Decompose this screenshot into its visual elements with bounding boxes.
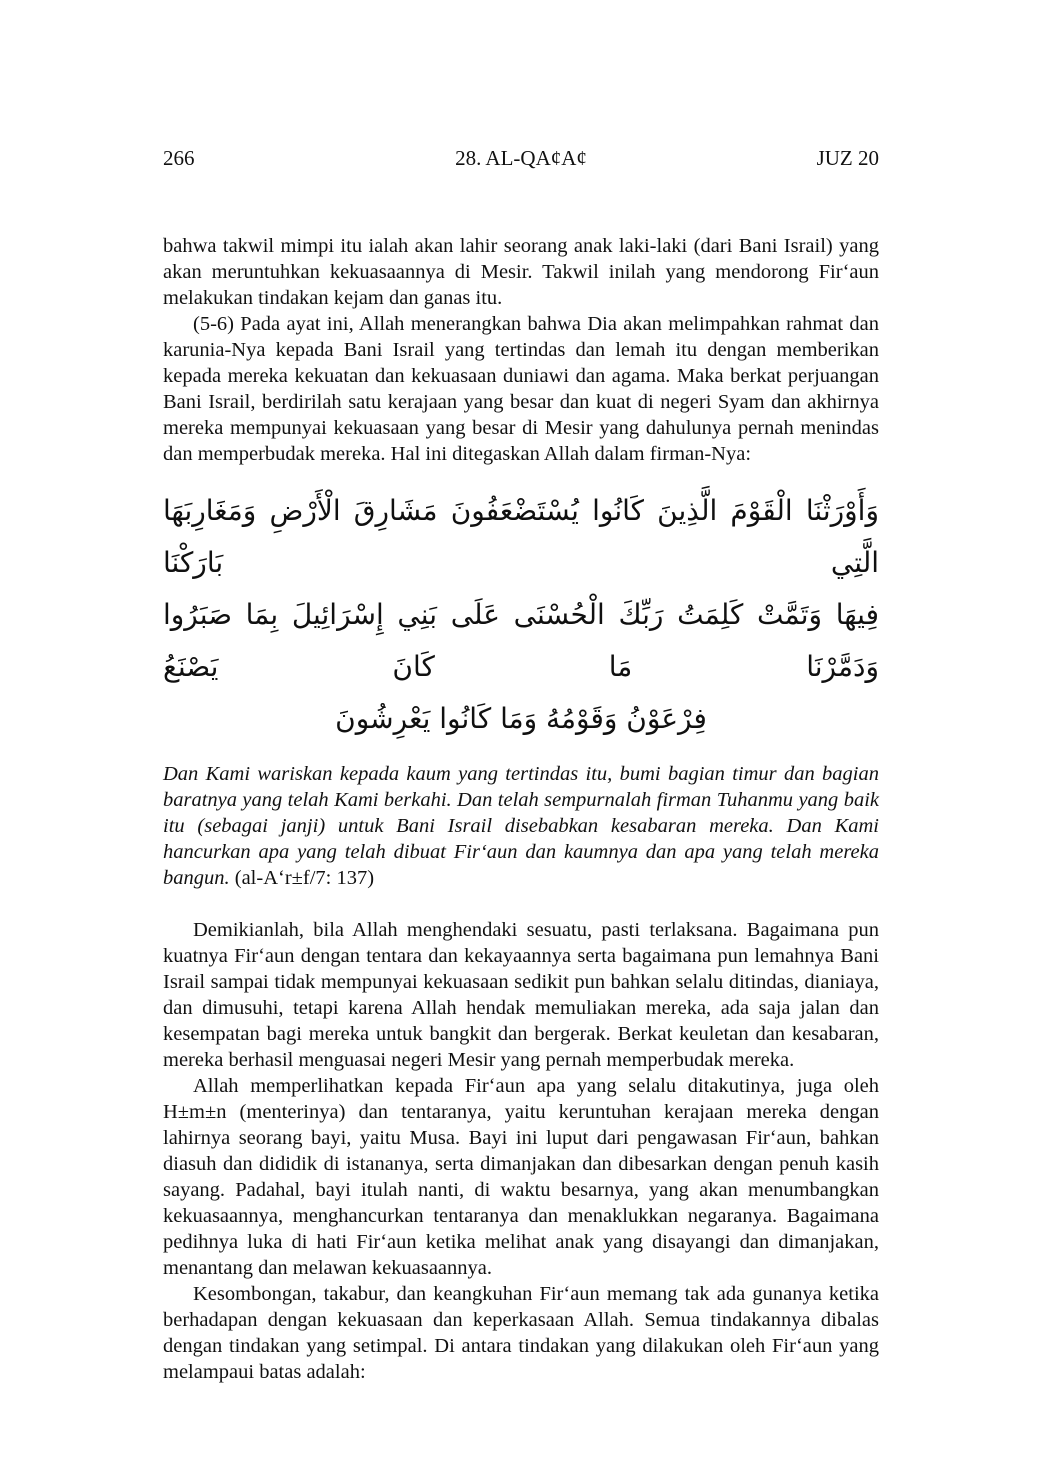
arabic-verse-block [163,485,879,745]
body-text [163,233,879,1385]
paragraph-kesombongan: Kesombongan, takabur, dan keangkuhan Fir‘aun memang tak ada gunanya ketika berhadapan dengan kekuasaan dan keperkasaan Allah. Semua tindakannya dibalas dengan tindakan yang setimpal. Di antara tindakan yang dilakukan oleh Fir‘aun yang melampaui batas adalah: [163,1283,879,1383]
surah-title: 28. AL-QA¢A¢ [455,146,587,170]
page-header [163,146,879,171]
translation-text: Dan Kami wariskan kepada kaum yang tertindas itu, bumi bagian timur dan bagian baratnya yang telah Kami berkahi. Dan telah sempurnalah firman Tuhanmu yang baik itu (sebagai janji) untuk Bani Israil disebabkan kesabaran mereka. Dan Kami hancurkan apa yang telah dibuat Fir‘aun dan kaumnya dan apa yang telah mereka bangun. [163,763,879,889]
arabic-verse-line-3: فِرْعَوْنُ وَقَوْمُهُ وَمَا كَانُوا يَعْرِشُونَ [335,702,707,735]
paragraph-demikianlah: Demikianlah, bila Allah menghendaki sesuatu, pasti terlaksana. Bagaimana pun kuatnya Fir‘aun dengan tentara dan kekayaannya serta bagaimana pun lemahnya Bani Israil sampai tidak mempunyai kekuasaan sedikit pun bahkan selalu ditindas, dianiaya, dan dimusuhi, tetapi karena Allah hendak memuliakan mereka, ada saja jalan dan kesempatan bagi mereka untuk bangkit dan bergerak. Berkat keuletan dan kesabaran, mereka berhasil menguasai negeri Mesir yang pernah memperbudak mereka. [163,919,879,1071]
verse-translation [163,761,879,891]
document-page [163,146,879,1385]
arabic-verse-line-2: فِيهَا وَتَمَّتْ كَلِمَتُ رَبِّكَ الْحُسْنَى عَلَى بَنِي إِسْرَائِيلَ بِمَا صَبَرُوا وَدَمَّرْنَا مَا كَانَ يَصْنَعُ [163,598,879,683]
juz-label: JUZ 20 [816,146,879,170]
paragraph-continuation: bahwa takwil mimpi itu ialah akan lahir seorang anak laki-laki (dari Bani Israil) yang akan meruntuhkan kekuasaannya di Mesir. Takwil inilah yang mendorong Fir‘aun melakukan tindakan kejam dan ganas itu. [163,235,879,309]
paragraph-tafsir-5-6: (5-6) Pada ayat ini, Allah menerangkan bahwa Dia akan melimpahkan rahmat dan karunia-Nya kepada Bani Israil yang tertindas dan lemah itu dengan memberikan kepada mereka kekuatan dan kekuasaan duniawi dan agama. Maka berkat perjuangan Bani Israil, berdirilah satu kerajaan yang besar dan kuat di negeri Syam dan akhirnya mereka mempunyai kekuasaan yang besar di Mesir yang dahulunya pernah menindas dan memperbudak mereka. Hal ini ditegaskan Allah dalam firman-Nya: [163,313,879,465]
page-number: 266 [163,146,195,170]
verse-reference: (al-A‘r±f/7: 137) [234,867,375,889]
paragraph-allah-memperlihatkan: Allah memperlihatkan kepada Fir‘aun apa yang selalu ditakutinya, juga oleh H±m±n (menterinya) dan tentaranya, yaitu keruntuhan kerajaan mereka dengan lahirnya seorang bayi, yaitu Musa. Bayi ini luput dari pengawasan Fir‘aun, bahkan diasuh dan dididik di istananya, serta dimanjakan dan dibesarkan dengan penuh kasih sayang. Padahal, bayi itulah nanti, di waktu besarnya, yang akan menumbangkan kekuasaannya, menghancurkan tentaranya dan menaklukkan negaranya. Bagaimana pedihnya luka di hati Fir‘aun ketika melihat anak yang disayangi dan dimanjakan, menantang dan melawan kekuasaannya. [163,1075,879,1279]
arabic-verse-line-1: وَأَوْرَثْنَا الْقَوْمَ الَّذِينَ كَانُوا يُسْتَضْعَفُونَ مَشَارِقَ الْأَرْضِ وَمَغَارِبَهَا الَّتِي بَارَكْنَا [163,494,879,579]
